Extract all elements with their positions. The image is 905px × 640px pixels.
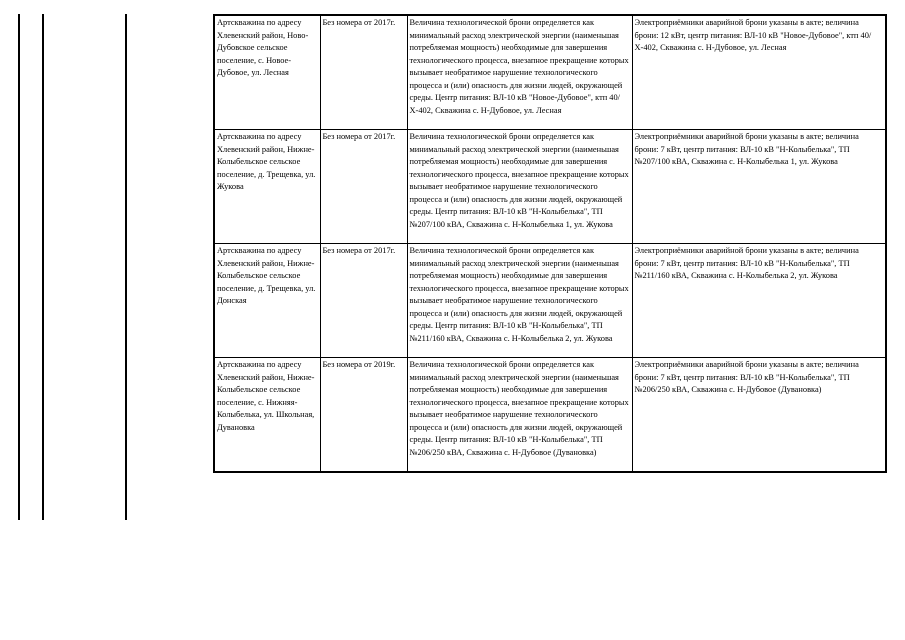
left-column-border-3 bbox=[125, 14, 127, 520]
table-row bbox=[214, 244, 886, 358]
note-cell: Электроприёмники аварийной брони указаны в акте; величина брони: 7 кВт, центр питания: ВЛ-10 кВ "Н-Колыбелька", ТП №206/250 кВА, Скважина с. Н-Дубовое (Дувановка) bbox=[632, 358, 886, 473]
object-cell: Артскважина по адресу Хлевенский район, Нижне-Колыбельское сельское поселение, д. Трещевка, ул. Жукова bbox=[214, 130, 320, 244]
note-cell: Электроприёмники аварийной брони указаны в акте; величина брони: 12 кВт, центр питания: ВЛ-10 кВ "Новое-Дубовое", ктп 40/Х-402, Скважина с. Н-Дубовое, ул. Лесная bbox=[632, 15, 886, 130]
left-column-border-1 bbox=[18, 14, 20, 520]
act-cell: Без номера от 2017г. bbox=[320, 130, 407, 244]
left-column-border-2 bbox=[42, 14, 44, 520]
act-cell: Без номера от 2017г. bbox=[320, 15, 407, 130]
description-cell: Величина технологической брони определяется как минимальный расход электрической энергии (наименьшая потребляемая мощность) необходимые для завершения технологического процесса, внезапное прекращение которых вызывает необратимое нарушение технологического процесса и (или) опасность для жизни людей, окружающей среды. Центр питания: ВЛ-10 кВ "Новое-Дубовое", ктп 40/Х-402, Скважина с. Н-Дубовое, ул. Лесная bbox=[407, 15, 632, 130]
description-cell: Величина технологической брони определяется как минимальный расход электрической энергии (наименьшая потребляемая мощность) необходимые для завершения технологического процесса, внезапное прекращение которых вызывает необратимое нарушение технологического процесса и (или) опасность для жизни людей, окружающей среды. Центр питания: ВЛ-10 кВ "Н-Колыбелька", ТП №207/100 кВА, Скважина с. Н-Колыбелька 1, ул. Жукова bbox=[407, 130, 632, 244]
note-cell: Электроприёмники аварийной брони указаны в акте; величина брони: 7 кВт, центр питания: ВЛ-10 кВ "Н-Колыбелька", ТП №207/100 кВА, Скважина с. Н-Колыбелька 1, ул. Жукова bbox=[632, 130, 886, 244]
description-cell: Величина технологической брони определяется как минимальный расход электрической энергии (наименьшая потребляемая мощность) необходимые для завершения технологического процесса, внезапное прекращение которых вызывает необратимое нарушение технологического процесса и (или) опасность для жизни людей, окружающей среды. Центр питания: ВЛ-10 кВ "Н-Колыбелька", ТП №211/160 кВА, Скважина с. Н-Колыбелька 2, ул. Жукова bbox=[407, 244, 632, 358]
description-cell: Величина технологической брони определяется как минимальный расход электрической энергии (наименьшая потребляемая мощность) необходимые для завершения технологического процесса, внезапное прекращение которых вызывает необратимое нарушение технологического процесса и (или) опасность для жизни людей, окружающей среды. Центр питания: ВЛ-10 кВ "Н-Колыбелька", ТП №206/250 кВА, Скважина с. Н-Дубовое (Дувановка) bbox=[407, 358, 632, 473]
emergency-reserve-table bbox=[213, 14, 887, 473]
object-cell: Артскважина по адресу Хлевенский район, Ново-Дубовское сельское поселение, с. Новое-Дубовое, ул. Лесная bbox=[214, 15, 320, 130]
act-cell: Без номера от 2019г. bbox=[320, 358, 407, 473]
note-cell: Электроприёмники аварийной брони указаны в акте; величина брони: 7 кВт, центр питания: ВЛ-10 кВ "Н-Колыбелька", ТП №211/160 кВА, Скважина с. Н-Колыбелька 2, ул. Жукова bbox=[632, 244, 886, 358]
table-row bbox=[214, 358, 886, 473]
table-row bbox=[214, 130, 886, 244]
object-cell: Артскважина по адресу Хлевенский район, Нижне-Колыбельское сельское поселение, д. Трещевка, ул. Донская bbox=[214, 244, 320, 358]
table-row bbox=[214, 15, 886, 130]
object-cell: Артскважина по адресу Хлевенский район, Нижне-Колыбельское сельское поселение, с. Нижняя-Колыбелька, ул. Школьная, Дувановка bbox=[214, 358, 320, 473]
act-cell: Без номера от 2017г. bbox=[320, 244, 407, 358]
